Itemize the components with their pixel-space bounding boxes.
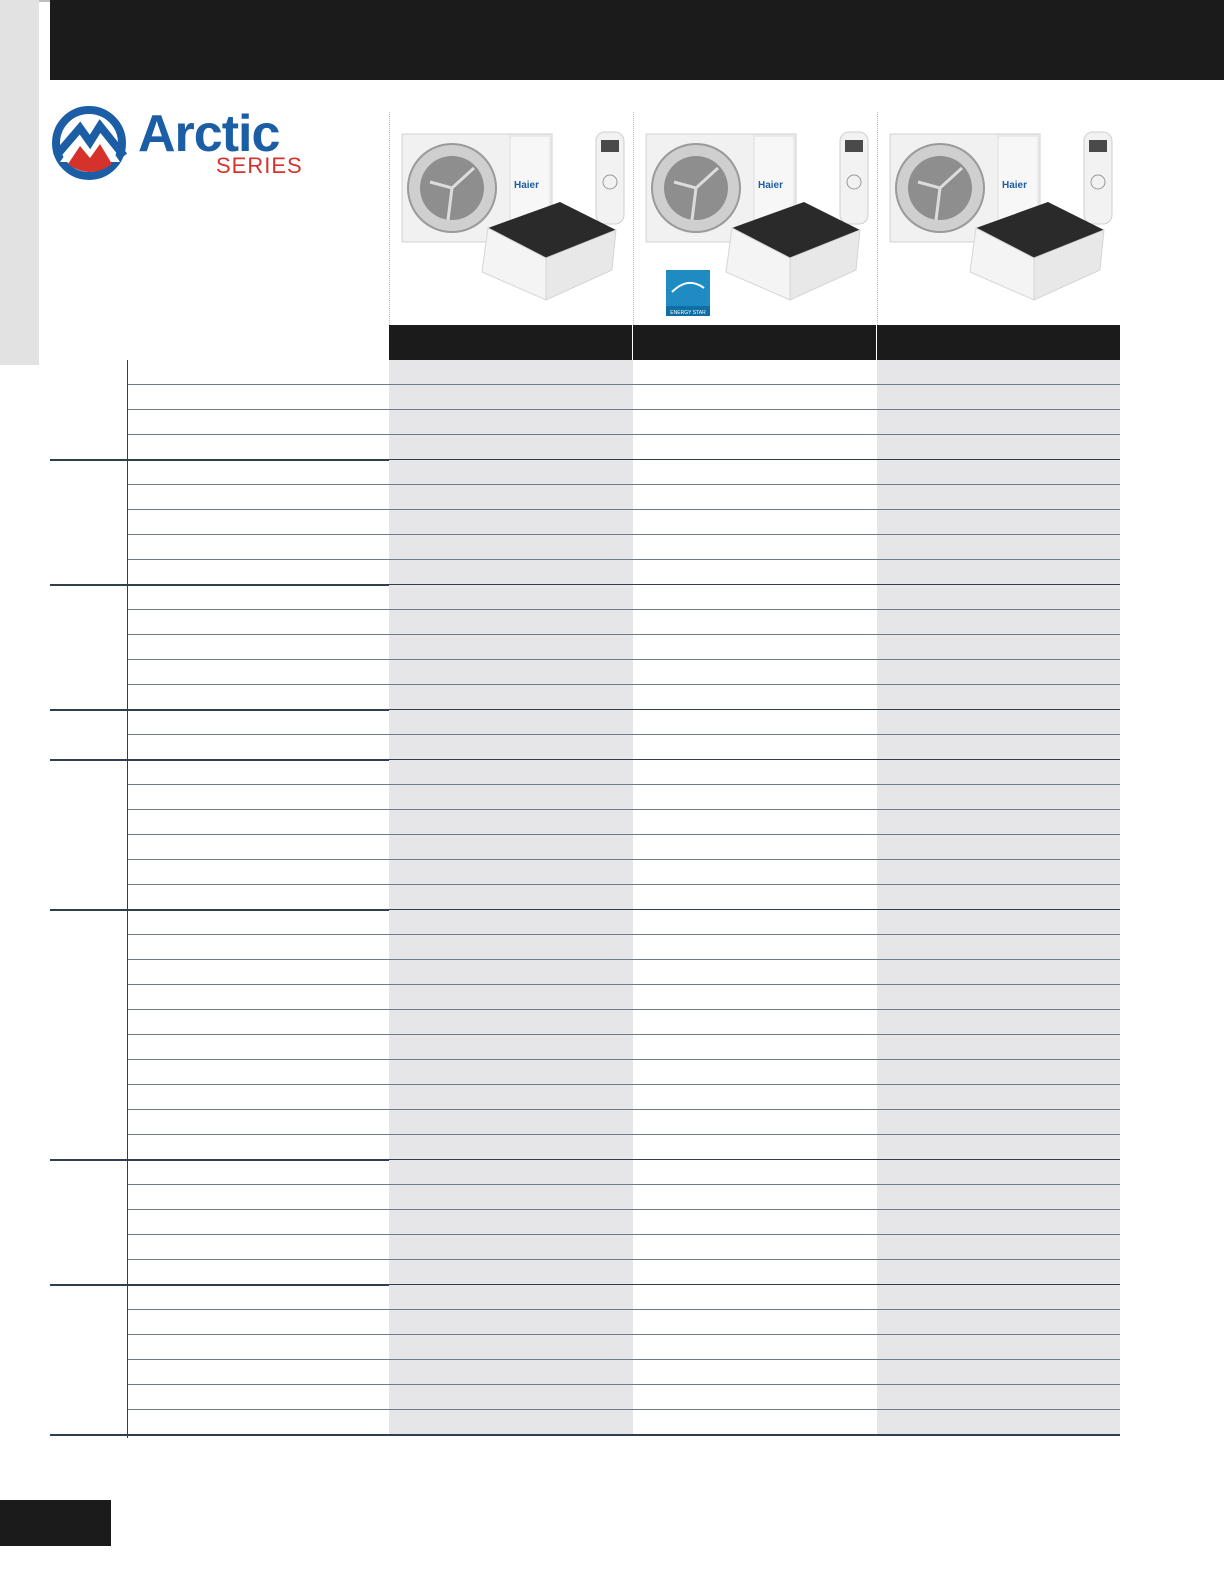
product-image-1 [389,112,633,325]
table-row [128,1135,1120,1160]
value-cell [633,1285,877,1309]
value-cell [633,660,877,684]
table-row [128,710,1120,735]
table-row [128,1085,1120,1110]
table-row [128,885,1120,910]
row-label-cell [128,435,389,459]
row-label-cell [128,1260,389,1284]
brand-text: Haier [514,180,540,191]
value-cell [877,585,1120,609]
table-row [128,635,1120,660]
value-cell [389,1160,633,1184]
table-row [128,1410,1120,1435]
value-cell [389,385,633,409]
value-cell [877,935,1120,959]
row-label-cell [128,935,389,959]
value-cell [633,1260,877,1284]
value-cell [633,485,877,509]
row-label-cell [128,1010,389,1034]
footer-block [0,1500,111,1546]
row-label-cell [128,1210,389,1234]
row-label-cell [128,610,389,634]
value-cell [389,810,633,834]
row-label-cell [128,410,389,434]
value-cell [633,360,877,384]
value-cell [877,410,1120,434]
value-cell [389,1185,633,1209]
header-bar [50,0,1224,80]
value-cell [877,1135,1120,1159]
value-cell [633,1210,877,1234]
value-cell [633,560,877,584]
value-cell [389,860,633,884]
table-row [128,860,1120,885]
value-cell [633,1235,877,1259]
value-cell [389,1360,633,1384]
value-cell [633,685,877,709]
model-header-2 [633,325,876,360]
row-label-cell [128,1110,389,1134]
logo-word: Arctic [138,105,280,163]
svg-text:ENERGY STAR: ENERGY STAR [670,310,706,316]
value-cell [389,885,633,909]
value-cell [389,510,633,534]
value-cell [389,1260,633,1284]
value-cell [877,1385,1120,1409]
table-row [128,610,1120,635]
row-label-cell [128,710,389,734]
value-cell [633,910,877,934]
value-cell [389,410,633,434]
value-cell [389,460,633,484]
value-cell [633,1335,877,1359]
arctic-series-logo [50,104,303,184]
value-cell [633,735,877,759]
row-label-cell [128,1235,389,1259]
value-cell [877,1060,1120,1084]
row-label-cell [128,810,389,834]
value-cell [633,1310,877,1334]
value-cell [633,960,877,984]
value-cell [389,1210,633,1234]
value-cell [389,910,633,934]
value-cell [633,885,877,909]
value-cell [389,1110,633,1134]
table-row [128,1110,1120,1135]
value-cell [389,1335,633,1359]
table-row [128,360,1120,385]
value-cell [389,1235,633,1259]
row-label-cell [128,1060,389,1084]
value-cell [877,1310,1120,1334]
value-cell [389,1310,633,1334]
table-row [128,685,1120,710]
table-row [128,985,1120,1010]
table-row [128,560,1120,585]
value-cell [877,1085,1120,1109]
value-cell [877,360,1120,384]
value-cell [633,510,877,534]
value-cell [877,485,1120,509]
table-row [128,1260,1120,1285]
row-label-cell [128,1160,389,1184]
value-cell [877,760,1120,784]
value-cell [389,710,633,734]
value-cell [633,1360,877,1384]
row-label-cell [128,835,389,859]
value-cell [633,985,877,1009]
value-cell [633,810,877,834]
value-cell [877,1360,1120,1384]
table-row [128,1360,1120,1385]
row-label-cell [128,1360,389,1384]
row-label-cell [128,585,389,609]
value-cell [633,1085,877,1109]
row-label-cell [128,535,389,559]
value-cell [877,1160,1120,1184]
table-row [128,810,1120,835]
value-cell [877,560,1120,584]
row-label-cell [128,1385,389,1409]
value-cell [389,685,633,709]
row-label-cell [128,385,389,409]
value-cell [877,1110,1120,1134]
table-row [128,410,1120,435]
value-cell [877,1185,1120,1209]
value-cell [877,685,1120,709]
row-label-cell [128,735,389,759]
value-cell [877,460,1120,484]
value-cell [633,935,877,959]
row-label-cell [128,785,389,809]
value-cell [389,635,633,659]
value-cell [877,635,1120,659]
value-cell [633,635,877,659]
value-cell [877,1335,1120,1359]
table-row [128,1310,1120,1335]
value-cell [389,1285,633,1309]
table-row [128,485,1120,510]
product-illustration [390,112,634,325]
row-label-cell [128,910,389,934]
value-cell [389,535,633,559]
value-cell [389,610,633,634]
row-label-cell [128,685,389,709]
model-header-3 [877,325,1120,360]
value-cell [877,385,1120,409]
table-row [128,735,1120,760]
table-row [128,1010,1120,1035]
row-label-cell [128,960,389,984]
row-label-cell [128,560,389,584]
value-cell [877,985,1120,1009]
table-row [128,935,1120,960]
row-label-cell [128,1135,389,1159]
model-header-1 [389,325,632,360]
value-cell [633,710,877,734]
value-cell [877,710,1120,734]
table-row [128,385,1120,410]
logo-subtitle: SERIES [216,153,303,178]
value-cell [633,835,877,859]
value-cell [877,810,1120,834]
table-row [128,835,1120,860]
value-cell [389,985,633,1009]
value-cell [633,1135,877,1159]
value-cell [389,1135,633,1159]
value-cell [877,535,1120,559]
value-cell [389,760,633,784]
brand-text: Haier [758,180,784,191]
brand-text: Haier [1002,180,1028,191]
value-cell [877,1010,1120,1034]
table-row [128,1185,1120,1210]
value-cell [877,835,1120,859]
table-row [128,910,1120,935]
value-cell [389,485,633,509]
value-cell [877,1285,1120,1309]
table-row [128,460,1120,485]
energy-star-badge [666,270,710,316]
table-row [128,960,1120,985]
value-cell [877,1410,1120,1434]
value-cell [877,735,1120,759]
value-cell [877,435,1120,459]
value-cell [877,1035,1120,1059]
table-row [128,1160,1120,1185]
product-illustration [878,112,1122,325]
value-cell [877,885,1120,909]
row-label-cell [128,860,389,884]
value-cell [633,1160,877,1184]
table-row [128,1035,1120,1060]
value-cell [389,960,633,984]
value-cell [633,1010,877,1034]
row-label-cell [128,460,389,484]
value-cell [389,735,633,759]
value-cell [633,785,877,809]
row-label-cell [128,1035,389,1059]
value-cell [389,1060,633,1084]
row-label-cell [128,1085,389,1109]
table-row [128,510,1120,535]
value-cell [633,860,877,884]
value-cell [633,535,877,559]
table-row [128,1210,1120,1235]
value-cell [389,1010,633,1034]
value-cell [633,435,877,459]
table-row [128,785,1120,810]
value-cell [877,910,1120,934]
value-cell [877,860,1120,884]
value-cell [877,785,1120,809]
value-cell [877,510,1120,534]
row-label-cell [128,360,389,384]
table-row [128,760,1120,785]
value-cell [877,1210,1120,1234]
value-cell [633,1110,877,1134]
row-label-cell [128,1285,389,1309]
row-label-cell [128,985,389,1009]
row-label-cell [128,635,389,659]
value-cell [633,760,877,784]
value-cell [633,460,877,484]
value-cell [389,1385,633,1409]
value-cell [633,385,877,409]
table-row [128,585,1120,610]
product-image-2 [633,112,877,325]
table-row [128,435,1120,460]
value-cell [389,935,633,959]
table-row [128,1335,1120,1360]
table-row [128,1385,1120,1410]
value-cell [877,960,1120,984]
table-row [128,1060,1120,1085]
row-label-cell [128,1185,389,1209]
row-label-cell [128,885,389,909]
row-label-cell [128,660,389,684]
value-cell [633,585,877,609]
value-cell [389,1035,633,1059]
value-cell [633,410,877,434]
row-label-cell [128,1335,389,1359]
value-cell [389,835,633,859]
value-cell [633,1185,877,1209]
value-cell [877,610,1120,634]
value-cell [389,1085,633,1109]
product-image-3 [877,112,1121,325]
value-cell [389,1410,633,1434]
value-cell [389,660,633,684]
value-cell [389,560,633,584]
side-strip [0,0,39,365]
value-cell [633,1385,877,1409]
value-cell [633,1410,877,1434]
product-illustration [634,112,878,325]
value-cell [633,1060,877,1084]
row-label-cell [128,760,389,784]
value-cell [877,1235,1120,1259]
mountain-logo-icon [50,104,130,184]
table-row [128,660,1120,685]
row-label-cell [128,510,389,534]
row-label-cell [128,485,389,509]
value-cell [633,1035,877,1059]
value-cell [389,785,633,809]
table-row [128,1285,1120,1310]
value-cell [389,360,633,384]
value-cell [877,1260,1120,1284]
table-row [128,1235,1120,1260]
row-label-cell [128,1410,389,1434]
value-cell [389,585,633,609]
value-cell [877,660,1120,684]
value-cell [633,610,877,634]
row-label-cell [128,1310,389,1334]
table-row [128,535,1120,560]
value-cell [389,435,633,459]
